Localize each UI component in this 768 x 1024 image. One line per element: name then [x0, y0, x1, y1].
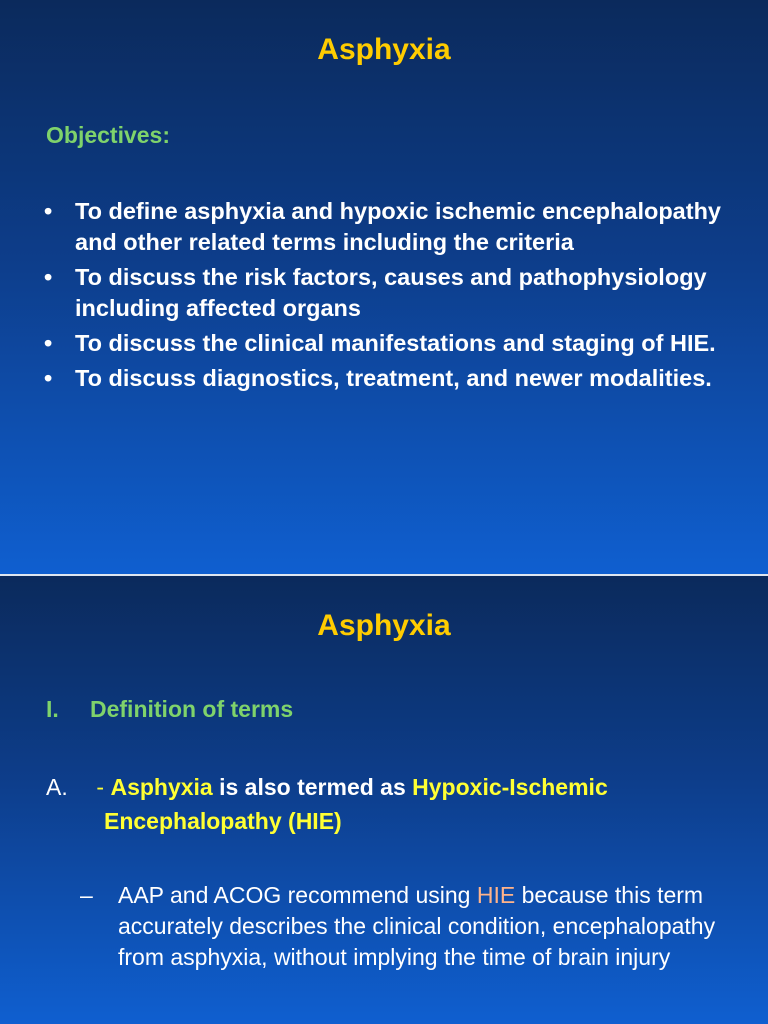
- list-item: • To discuss diagnostics, treatment, and newer modalities.: [44, 363, 744, 394]
- term-asphyxia: Asphyxia: [110, 774, 213, 800]
- item-dash: -: [96, 774, 105, 800]
- dash-icon: –: [80, 882, 93, 908]
- list-item: • To define asphyxia and hypoxic ischemic encephalopathy and other related terms including the criteria: [44, 198, 721, 255]
- slide-title: Asphyxia: [317, 609, 451, 642]
- sub-item: [80, 880, 720, 973]
- objectives-heading: Objectives:: [46, 122, 170, 148]
- section-label: Definition of terms: [90, 696, 294, 722]
- list-item: • To discuss the risk factors, causes and pathophysiology including affected organs: [44, 264, 707, 321]
- term-hie-cont: Encephalopathy (HIE): [104, 808, 342, 834]
- slide-title: Asphyxia: [317, 33, 451, 66]
- term-hie: Hypoxic-Ischemic: [412, 774, 608, 800]
- list-item: • To discuss the clinical manifestations and staging of HIE.: [44, 328, 744, 359]
- objectives-list: [44, 196, 744, 398]
- bullet-icon: •: [44, 330, 53, 356]
- term-connector: is also termed as: [219, 774, 406, 800]
- item-letter: A.: [46, 774, 68, 800]
- section-heading: [46, 696, 293, 723]
- definition-item-a: [46, 770, 736, 838]
- sub-item-text: AAP and ACOG recommend using HIE because this term accurately describes the clinical condition, encephalopathy from asphyxia, without implying the time of brain injury: [118, 882, 716, 970]
- slide-2: [0, 576, 768, 1024]
- bullet-icon: •: [44, 198, 53, 224]
- section-number: I.: [46, 696, 59, 722]
- hie-highlight: HIE: [476, 882, 516, 908]
- bullet-icon: •: [44, 264, 53, 290]
- bullet-icon: •: [44, 365, 53, 391]
